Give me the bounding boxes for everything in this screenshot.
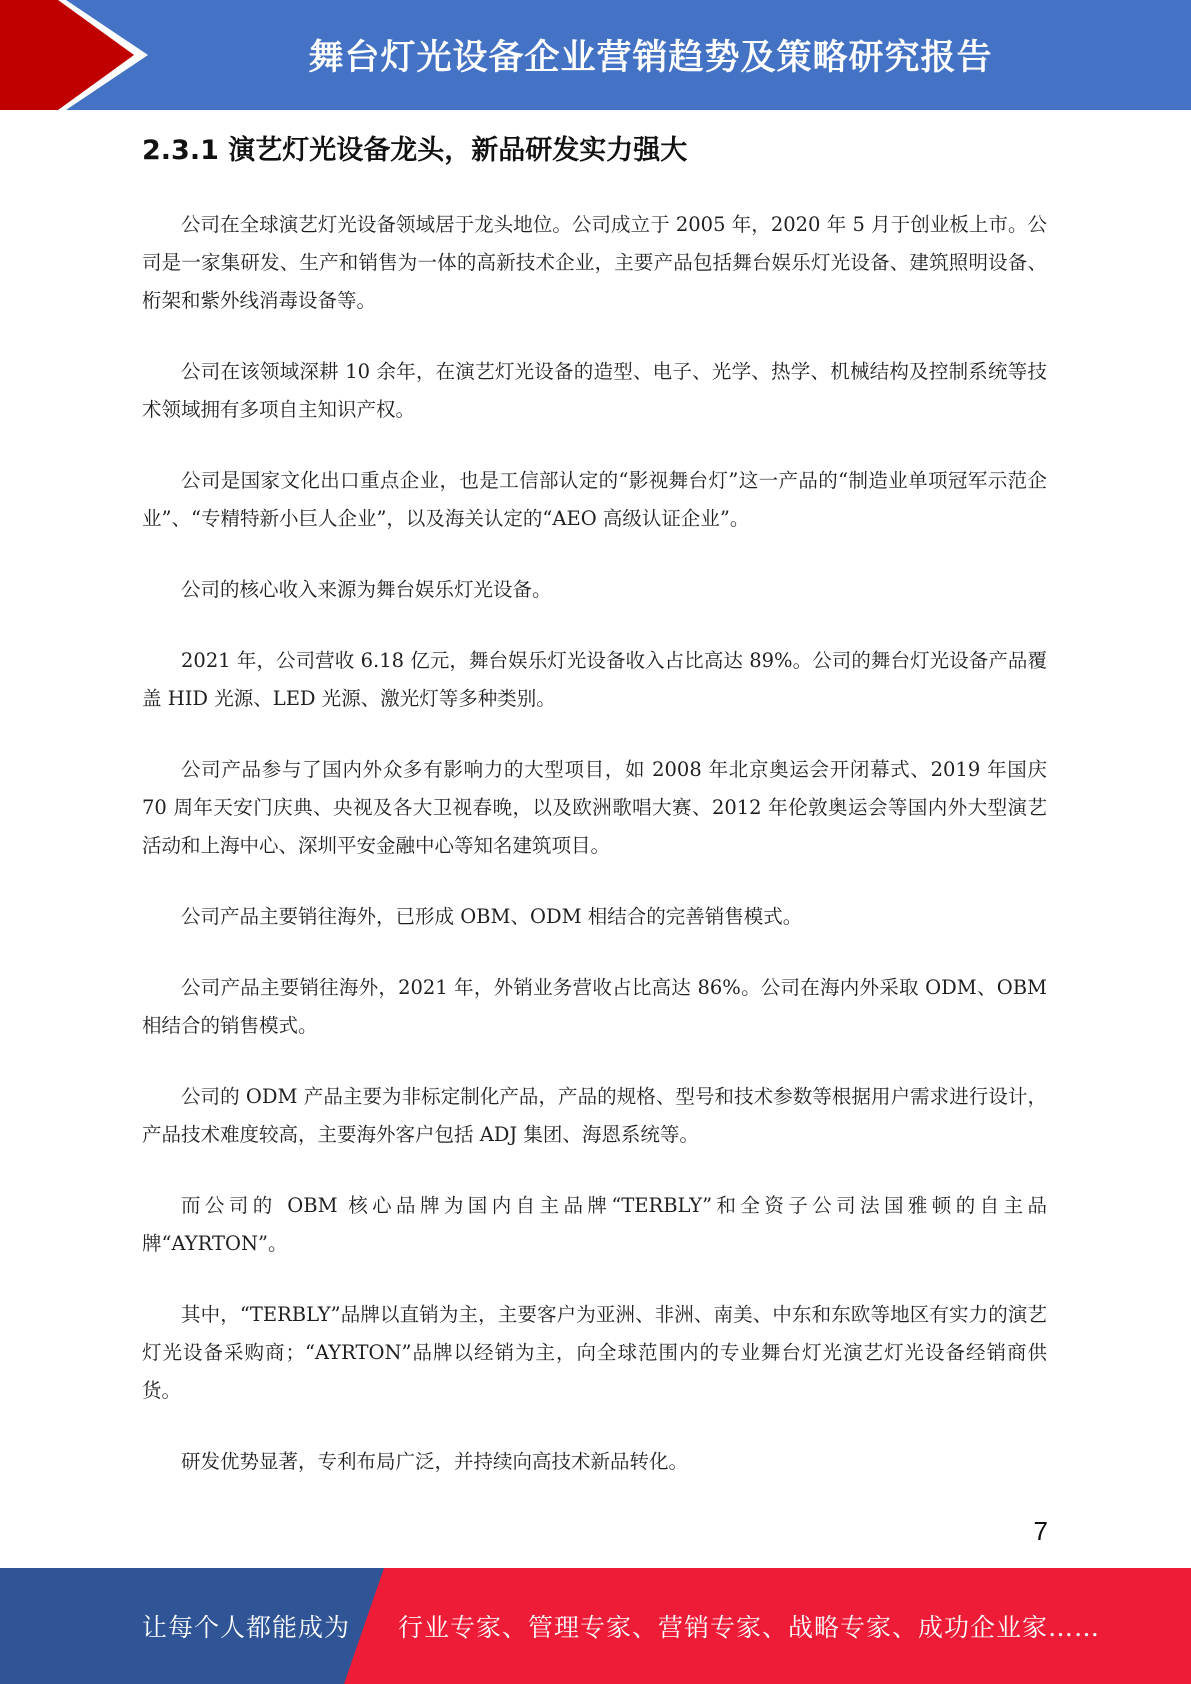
paragraph: 研发优势显著，专利布局广泛，并持续向高技术新品转化。 [181,1450,689,1473]
paragraph: 公司在全球演艺灯光设备领域居于龙头地位。公司成立于 2005 年，2020 年 5 月于创业板上市。公司是一家集研发、生产和销售为一体的高新技术企业，主要产品包括舞台娱乐灯光设备、建筑照明设备、桁架和紫外线消毒设备等。 [142,213,1047,312]
page-number: 7 [1033,1516,1048,1546]
paragraph: 公司产品参与了国内外众多有影响力的大型项目，如 2008 年北京奥运会开闭幕式、2019 年国庆 70 周年天安门庆典、央视及各大卫视春晚，以及欧洲歌唱大赛、2012 年伦敦奥运会等国内外大型演艺活动和上海中心、深圳平安金融中心等知名建筑项目。 [142,758,1047,857]
paragraph: 公司产品主要销往海外，2021 年，外销业务营收占比高达 86%。公司在海内外采取 ODM、OBM 相结合的销售模式。 [142,976,1047,1037]
paragraph: 2021 年，公司营收 6.18 亿元，舞台娱乐灯光设备收入占比高达 89%。公司的舞台灯光设备产品覆盖 HID 光源、LED 光源、激光灯等多种类别。 [142,649,1047,710]
section-heading: 2.3.1 演艺灯光设备龙头，新品研发实力强大 [142,135,688,166]
body-content [142,206,1047,1514]
report-title: 舞台灯光设备企业营销趋势及策略研究报告 [308,38,993,78]
footer-slogan-left: 让每个人都能成为 [142,1613,351,1642]
paragraph: 公司是国家文化出口重点企业，也是工信部认定的“影视舞台灯”这一产品的“制造业单项冠军示范企业”、“专精特新小巨人企业”，以及海关认定的“AEO 高级认证企业”。 [142,469,1047,530]
page-header [0,0,1191,110]
paragraph: 其中，“TERBLY”品牌以直销为主，主要客户为亚洲、非洲、南美、中东和东欧等地区有实力的演艺灯光设备采购商；“AYRTON”品牌以经销为主，向全球范围内的专业舞台灯光演艺灯光设备经销商供货。 [142,1303,1047,1402]
paragraph: 公司的 ODM 产品主要为非标定制化产品，产品的规格、型号和技术参数等根据用户需求进行设计，产品技术难度较高，主要海外客户包括 ADJ 集团、海恩系统等。 [142,1085,1047,1146]
page-footer [0,1568,1191,1684]
paragraph: 公司在该领域深耕 10 余年，在演艺灯光设备的造型、电子、光学、热学、机械结构及控制系统等技术领域拥有多项自主知识产权。 [142,360,1047,421]
paragraph: 公司产品主要销往海外，已形成 OBM、ODM 相结合的完善销售模式。 [181,905,803,928]
paragraph: 公司的核心收入来源为舞台娱乐灯光设备。 [181,578,552,601]
paragraph: 而公司的 OBM 核心品牌为国内自主品牌“TERBLY”和全资子公司法国雅顿的自主品牌“AYRTON”。 [142,1194,1047,1255]
footer-slogan-right: 行业专家、管理专家、营销专家、战略专家、成功企业家…… [398,1613,1101,1642]
